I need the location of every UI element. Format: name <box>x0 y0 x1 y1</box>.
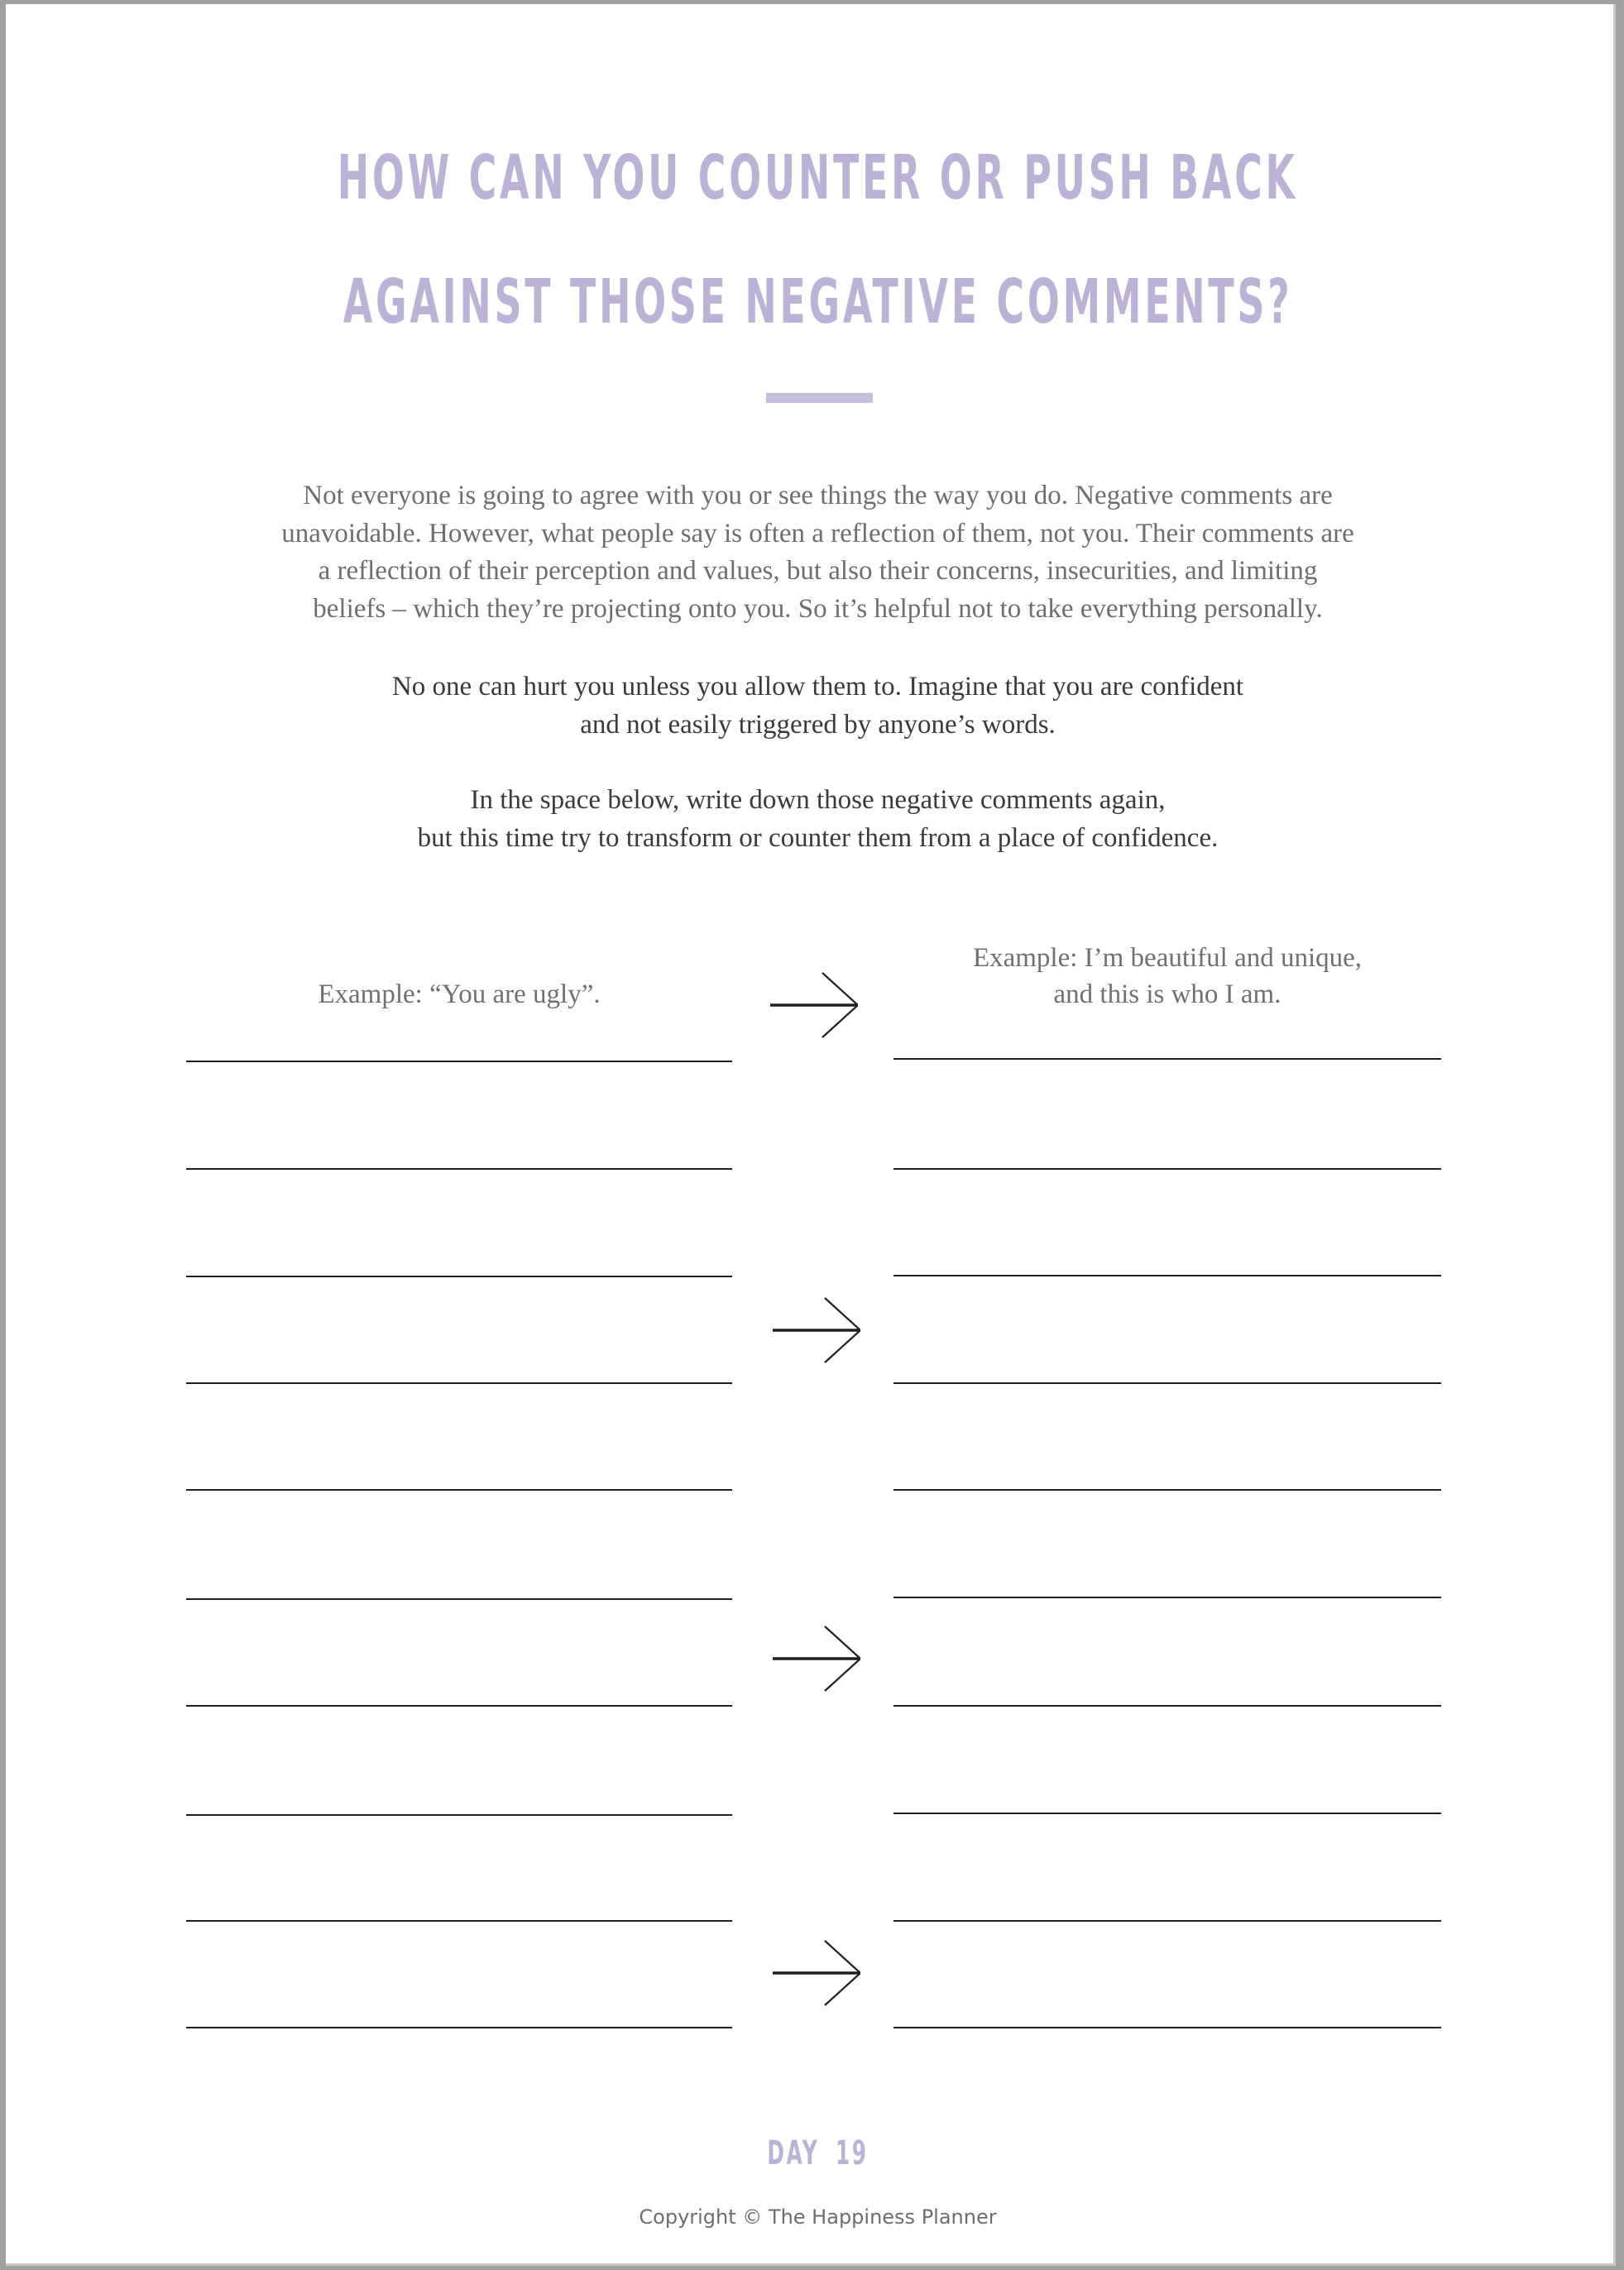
intro-line: a reflection of their perception and values, but also their concerns, insecurities, and limiting <box>318 556 1318 586</box>
counter-response-line-10[interactable] <box>893 2027 1441 2028</box>
negative-comment-line-2[interactable] <box>186 1168 732 1170</box>
day-label <box>6 2135 1624 2172</box>
intro-line: Not everyone is going to agree with you or see things the way you do. Negative comments are <box>303 481 1333 510</box>
negative-comment-line-7[interactable] <box>186 1705 732 1707</box>
negative-comment-line-5[interactable] <box>186 1489 732 1491</box>
negative-comment-line-3[interactable] <box>186 1276 732 1277</box>
example-positive-response <box>893 940 1441 1013</box>
counter-response-line-9[interactable] <box>893 1920 1441 1922</box>
negative-comment-line-8[interactable] <box>186 1814 732 1816</box>
worksheet-page <box>6 4 1616 2266</box>
page-title-text-1: HOW CAN YOU COUNTER OR PUSH BACK <box>338 142 1298 213</box>
right-arrow-icon <box>769 1938 860 2008</box>
right-arrow-icon <box>769 1624 860 1693</box>
negative-comment-line-1[interactable] <box>186 1061 732 1062</box>
affirmation-paragraph <box>6 668 1624 744</box>
counter-response-line-6[interactable] <box>893 1597 1441 1598</box>
page-title-line-2 <box>6 266 1624 338</box>
counter-response-line-7[interactable] <box>893 1705 1441 1707</box>
right-arrow-icon <box>767 970 858 1040</box>
instruction-line: In the space below, write down those negative comments again, <box>470 785 1166 815</box>
counter-response-line-8[interactable] <box>893 1813 1441 1814</box>
intro-paragraph <box>6 477 1624 628</box>
negative-comment-line-4[interactable] <box>186 1382 732 1384</box>
affirmation-line: No one can hurt you unless you allow them to. Imagine that you are confident <box>391 672 1244 702</box>
negative-comment-line-9[interactable] <box>186 1920 732 1922</box>
example-negative-comment: Example: “You are ugly”. <box>318 979 601 1009</box>
instruction-paragraph <box>6 782 1624 857</box>
day-label-text: DAY 19 <box>767 2134 869 2172</box>
negative-comment-line-6[interactable] <box>186 1598 732 1600</box>
example-positive-line: Example: I’m beautiful and unique, <box>972 943 1363 973</box>
title-divider <box>766 393 873 403</box>
example-positive-line: and this is who I am. <box>1053 979 1281 1009</box>
affirmation-line: and not easily triggered by anyone’s words. <box>580 709 1056 740</box>
intro-line: unavoidable. However, what people say is often a reflection of them, not you. Their comments are <box>281 518 1354 548</box>
page-title-line-1 <box>6 142 1624 213</box>
copyright-notice: Copyright © The Happiness Planner <box>639 2205 997 2229</box>
instruction-line: but this time try to transform or counter them from a place of confidence. <box>417 822 1219 853</box>
counter-response-line-2[interactable] <box>893 1168 1441 1170</box>
counter-response-line-5[interactable] <box>893 1489 1441 1491</box>
counter-response-line-3[interactable] <box>893 1275 1441 1276</box>
page-title-text-2: AGAINST THOSE NEGATIVE COMMENTS? <box>343 266 1293 338</box>
counter-response-line-1[interactable] <box>893 1058 1441 1060</box>
counter-response-line-4[interactable] <box>893 1382 1441 1384</box>
negative-comment-line-10[interactable] <box>186 2027 732 2028</box>
right-arrow-icon <box>769 1295 860 1365</box>
intro-line: beliefs – which they’re projecting onto you. So it’s helpful not to take everything personally. <box>313 593 1323 624</box>
